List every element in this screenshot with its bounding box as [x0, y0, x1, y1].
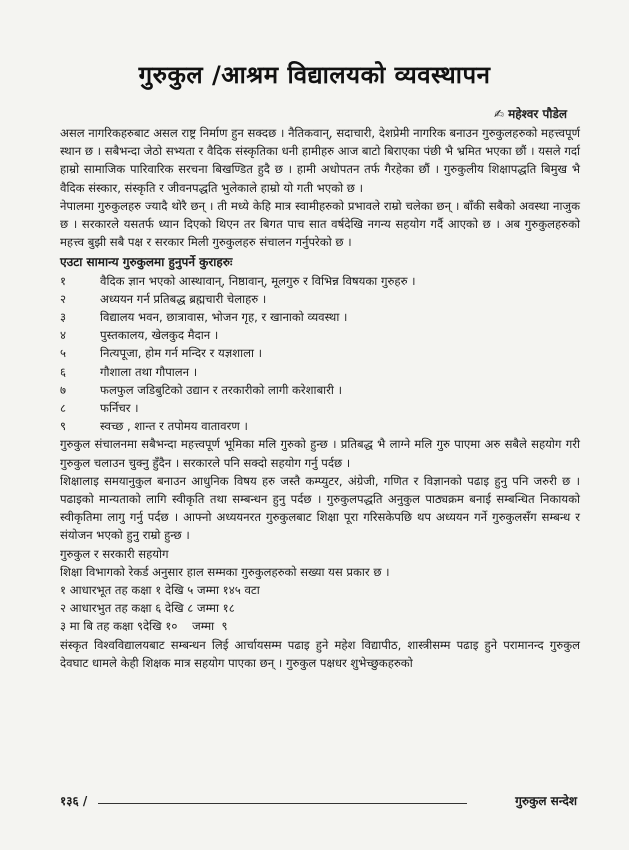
- author-name: महेश्वर पौडेल: [508, 107, 567, 121]
- magazine-name: गुरुकुल सन्देश: [515, 794, 577, 808]
- list-number: ४: [60, 328, 67, 343]
- stat-line: १ आधारभूत तह कक्षा १ देखि ५ जम्मा १४५ वटा: [60, 583, 260, 598]
- quill-icon: ✍: [494, 107, 505, 121]
- list-item: [60, 399, 580, 417]
- list-item: [60, 272, 580, 290]
- page-title: गुरुकुल /आश्रम विद्यालयको व्यवस्थापन: [138, 61, 491, 89]
- paragraph: असल नागरिकहरुबाट असल राष्ट्र निर्माण हुन सक्दछ । नैतिकवान्, सदाचारी, देशप्रेमी नागरिक बनाउन गुरुकुलहरुको महत्त्वपूर्ण स्थान छ । सबैभन्दा जेठो सभ्यता र वैदिक संस्कृतिका धनी हामीहरु आज बाटो बिराएका पंछी भै भ्रमित भएका छौं । यसले गर्दा हाम्रो सामाजिक पारिवारिक सरचना बिखण्डित हुदै छ । हामी अधोपतन तर्फ गैरहेका छौं । गुरुकुलीय शिक्षापद्धति बिमुख भै वैदिक संस्कार, संस्कृति र जीवनपद्धति भुलेकाले हाम्रो यो गती भएको छ ।: [60, 126, 580, 195]
- author-line: [494, 105, 567, 122]
- page-footer: [60, 792, 577, 812]
- list-text: वैदिक ज्ञान भएको आस्थावान्, निष्ठावान्, मूलगुरु र विभिन्न विषयका गुरुहरु ।: [100, 273, 416, 288]
- footer-rule: [98, 803, 467, 804]
- list-heading: एउटा सामान्य गुरुकुलमा हुनुपर्ने कुराहरुः: [60, 255, 233, 270]
- sub-heading: गुरुकुल र सरकारी सहयोग: [60, 546, 169, 561]
- list-text: विद्यालय भवन, छात्रावास, भोजन गृह, र खानाको व्यवस्था ।: [100, 310, 348, 325]
- page-number: १३६ /: [60, 794, 88, 808]
- list-item: [60, 308, 580, 326]
- list-number: ७: [60, 382, 67, 397]
- list-item: [60, 344, 580, 362]
- stat-line: ३ मा बि तह कक्षा ९देखि १० जम्मा ९: [60, 619, 228, 634]
- page-number-value: १३६: [60, 794, 79, 808]
- requirements-list: [60, 272, 580, 436]
- paragraph: संस्कृत विश्वविद्यालयबाट सम्बन्धन लिई आर्चायसम्म पढाइ हुने महेश विद्यापीठ, शास्त्रीसम्म पढाइ हुने परामानन्द गुरुकुल देवघाट धामले केही शिक्षक मात्र सहयोग पाएका छन् । गुरुकुल पक्षधर शुभेच्छुकहरुको: [60, 637, 580, 670]
- list-number: ५: [60, 346, 67, 361]
- list-text: पुस्तकालय, खेलकुद मैदान ।: [100, 328, 219, 343]
- list-number: ६: [60, 364, 67, 379]
- list-item: [60, 417, 580, 435]
- article-body: [60, 124, 580, 672]
- list-item: [60, 290, 580, 308]
- list-item: [60, 326, 580, 344]
- list-text: स्वच्छ , शान्त र तपोमय वातावरण ।: [100, 419, 248, 434]
- paragraph: नेपालमा गुरुकुलहरु ज्यादै थोरै छन् । ती मध्ये केहि मात्र स्वामीहरुको प्रभावले राम्रो चलेका छन् । बाँकी सबैको अवस्था नाजुक छ । सरकारले यसतर्फ ध्यान दिएको थिएन तर बिगत पाच सात वर्षदेखि नगन्य सहयोग गर्दै आएको छ । अब गुरुकुलहरुको महत्त्व बुझी सबै पक्ष र सरकार मिली गुरुकुलहरु संचालन गर्नुपरेको छ ।: [60, 198, 580, 250]
- list-number: २: [60, 291, 67, 306]
- stats-intro: शिक्षा विभागको रेकर्ड अनुसार हाल सम्मका गुरुकुलहरुको सख्या यस प्रकार छ ।: [60, 564, 390, 579]
- list-item: [60, 381, 580, 399]
- list-text: फलफुल जडिबुटिको उद्यान र तरकारीको लागी करेशाबारी ।: [100, 382, 343, 397]
- list-item: [60, 363, 580, 381]
- list-number: ८: [60, 401, 67, 416]
- paragraph: गुरुकुल संचालनमा सबैभन्दा महत्त्वपूर्ण भूमिका मलि गुरुको हुन्छ । प्रतिबद्ध भै लाग्ने मलि गुरु पाएमा अरु सबैले सहयोग गरी गुरुकुल चलाउन चुक्नु हुँदैन । सरकारले पनि सक्दो सहयोग गर्नु पर्दछ ।: [60, 437, 580, 470]
- list-number: ३: [60, 310, 67, 325]
- list-number: १: [60, 273, 67, 288]
- list-number: ९: [60, 419, 67, 434]
- stat-line: २ आधारभुत तह कक्षा ६ देखि ८ जम्मा १८: [60, 601, 235, 616]
- list-text: अध्ययन गर्न प्रतिबद्ध ब्रह्मचारी चेलाहरु ।: [100, 291, 267, 306]
- paragraph: शिक्षालाइ समयानुकुल बनाउन आधुनिक विषय हरु जस्तै कम्प्युटर, अंग्रेजी, गणित र विज्ञानको पढाइ हुनु पनि जरुरी छ । पढाइको मान्यताको लागि स्वीकृति तथा सम्बन्धन हुनु पर्दछ । गुरुकुलपद्धति अनुकुल पाठ्यक्रम बनाई सम्बन्धित निकायको स्वीकृतिमा लागु गर्नु पर्दछ । आफ्नो अध्ययनरत गुरुकुलबाट शिक्षा पूरा गरिसकेपछि थप अध्ययन गर्ने गुरुकुलसँग सम्बन्ध र संयोजन भएको हुनु राम्रो हुन्छ ।: [60, 473, 580, 543]
- list-text: गौशाला तथा गौपालन ।: [100, 364, 198, 379]
- list-text: नित्यपूजा, होम गर्न मन्दिर र यज्ञशाला ।: [100, 346, 263, 361]
- list-text: फर्निचर ।: [100, 401, 139, 416]
